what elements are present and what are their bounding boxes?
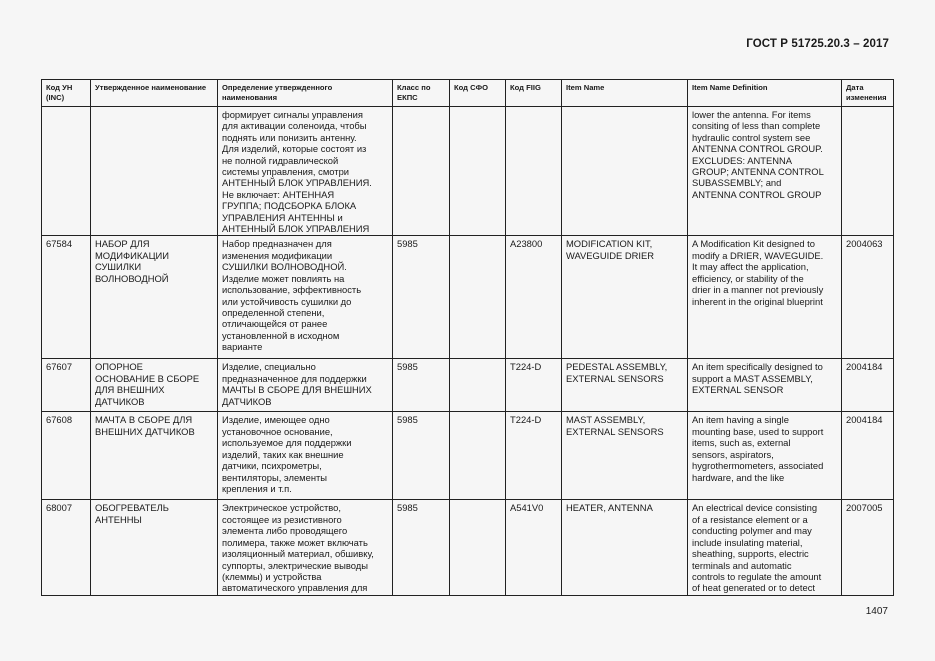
cell-item-name: PEDESTAL ASSEMBLY, EXTERNAL SENSORS: [562, 359, 688, 412]
cell-date: 2004063: [842, 236, 894, 359]
cell-sfo: [450, 107, 506, 236]
table-row: [42, 412, 894, 500]
table-header-row: [42, 80, 894, 107]
cell-fiig: [506, 107, 562, 236]
cell-fiig: T224-D: [506, 412, 562, 500]
cell-item-name: [562, 107, 688, 236]
col-header-change-date: Дата изменения: [842, 80, 894, 107]
col-header-definition-ru: Определение утвержденного наименования: [218, 80, 393, 107]
cell-definition-en: An electrical device consisting of a resistance element or a conducting polymer and may include insulating material, sheathing, supports, electric terminals and automatic controls to regulate the amount of heat generated or to detect: [688, 500, 842, 596]
cell-date: [842, 107, 894, 236]
document-header-title: ГОСТ Р 51725.20.3 – 2017: [746, 38, 889, 50]
cell-inc: 67584: [42, 236, 91, 359]
cell-fiig: A541V0: [506, 500, 562, 596]
cell-item-name: MAST ASSEMBLY, EXTERNAL SENSORS: [562, 412, 688, 500]
cell-definition-ru: Набор предназначен для изменения модификации СУШИЛКИ ВОЛНОВОДНОЙ. Изделие может повлиять на использование, эффективность или устойчивость сушилки до определенной степени, отличающейся от ранее установленной в исходном варианте: [218, 236, 393, 359]
cell-definition-en: A Modification Kit designed to modify a DRIER, WAVEGUIDE. It may affect the application, efficiency, or stability of the drier in a manner not previously inherent in the original blueprint: [688, 236, 842, 359]
cell-definition-ru: формирует сигналы управления для активации соленоида, чтобы поднять или понизить антенну. Для изделий, которые состоят из не полной гидравлической системы управления, смотри АНТЕННЫЙ БЛОК УПРАВЛЕНИЯ. Не включает: АНТЕННАЯ ГРУППА; ПОДСБОРКА БЛОКА УПРАВЛЕНИЯ АНТЕННЫ и АНТЕННЫЙ БЛОК УПРАВЛЕНИЯ: [218, 107, 393, 236]
cell-name-ru: [91, 107, 218, 236]
table-row: [42, 500, 894, 596]
cell-ekps: [393, 107, 450, 236]
cell-sfo: [450, 412, 506, 500]
cell-name-ru: ОБОГРЕВАТЕЛЬ АНТЕННЫ: [91, 500, 218, 596]
cell-inc: 67607: [42, 359, 91, 412]
cell-definition-en: lower the antenna. For items consiting of less than complete hydraulic control system see ANTENNA CONTROL GROUP. EXCLUDES: ANTENNA GROUP; ANTENNA CONTROL SUBASSEMBLY; and ANTENNA CONTROL GROUP: [688, 107, 842, 236]
cell-sfo: [450, 500, 506, 596]
cell-inc: 67608: [42, 412, 91, 500]
cell-definition-ru: Изделие, имеющее одно установочное основание, используемое для поддержки изделий, таких как внешние датчики, психрометры, вентиляторы, элементы крепления и т.п.: [218, 412, 393, 500]
cell-definition-en: An item specifically designed to support a MAST ASSEMBLY, EXTERNAL SENSOR: [688, 359, 842, 412]
cell-inc: [42, 107, 91, 236]
cell-date: 2007005: [842, 500, 894, 596]
col-header-approved-name: Утвержденное наименование: [91, 80, 218, 107]
catalog-table: [41, 79, 894, 596]
cell-ekps: 5985: [393, 236, 450, 359]
table-row: [42, 107, 894, 236]
cell-definition-ru: Электрическое устройство, состоящее из резистивного элемента либо проводящего полимера, также может включать изоляционный материал, обшивку, суппорты, электрические выводы (клеммы) и устройства автоматического управления для: [218, 500, 393, 596]
cell-item-name: MODIFICATION KIT, WAVEGUIDE DRIER: [562, 236, 688, 359]
cell-sfo: [450, 359, 506, 412]
cell-ekps: 5985: [393, 500, 450, 596]
col-header-inc: Код УН (INC): [42, 80, 91, 107]
cell-name-ru: МАЧТА В СБОРЕ ДЛЯ ВНЕШНИХ ДАТЧИКОВ: [91, 412, 218, 500]
cell-inc: 68007: [42, 500, 91, 596]
page-number: 1407: [865, 606, 888, 617]
cell-date: 2004184: [842, 412, 894, 500]
cell-name-ru: НАБОР ДЛЯ МОДИФИКАЦИИ СУШИЛКИ ВОЛНОВОДНОЙ: [91, 236, 218, 359]
table-row: [42, 236, 894, 359]
cell-item-name: HEATER, ANTENNA: [562, 500, 688, 596]
col-header-sfo-code: Код СФО: [450, 80, 506, 107]
cell-fiig: A23800: [506, 236, 562, 359]
cell-sfo: [450, 236, 506, 359]
col-header-fiig-code: Код FIIG: [506, 80, 562, 107]
cell-date: 2004184: [842, 359, 894, 412]
col-header-item-name-definition: Item Name Definition: [688, 80, 842, 107]
col-header-item-name: Item Name: [562, 80, 688, 107]
cell-name-ru: ОПОРНОЕ ОСНОВАНИЕ В СБОРЕ ДЛЯ ВНЕШНИХ ДАТЧИКОВ: [91, 359, 218, 412]
cell-ekps: 5985: [393, 359, 450, 412]
cell-definition-ru: Изделие, специально предназначенное для поддержки МАЧТЫ В СБОРЕ ДЛЯ ВНЕШНИХ ДАТЧИКОВ: [218, 359, 393, 412]
cell-fiig: T224-D: [506, 359, 562, 412]
table-row: [42, 359, 894, 412]
col-header-ekps-class: Класс по ЕКПС: [393, 80, 450, 107]
cell-definition-en: An item having a single mounting base, used to support items, such as, external sensors, aspirators, hygrothermometers, associated hardware, and the like: [688, 412, 842, 500]
cell-ekps: 5985: [393, 412, 450, 500]
